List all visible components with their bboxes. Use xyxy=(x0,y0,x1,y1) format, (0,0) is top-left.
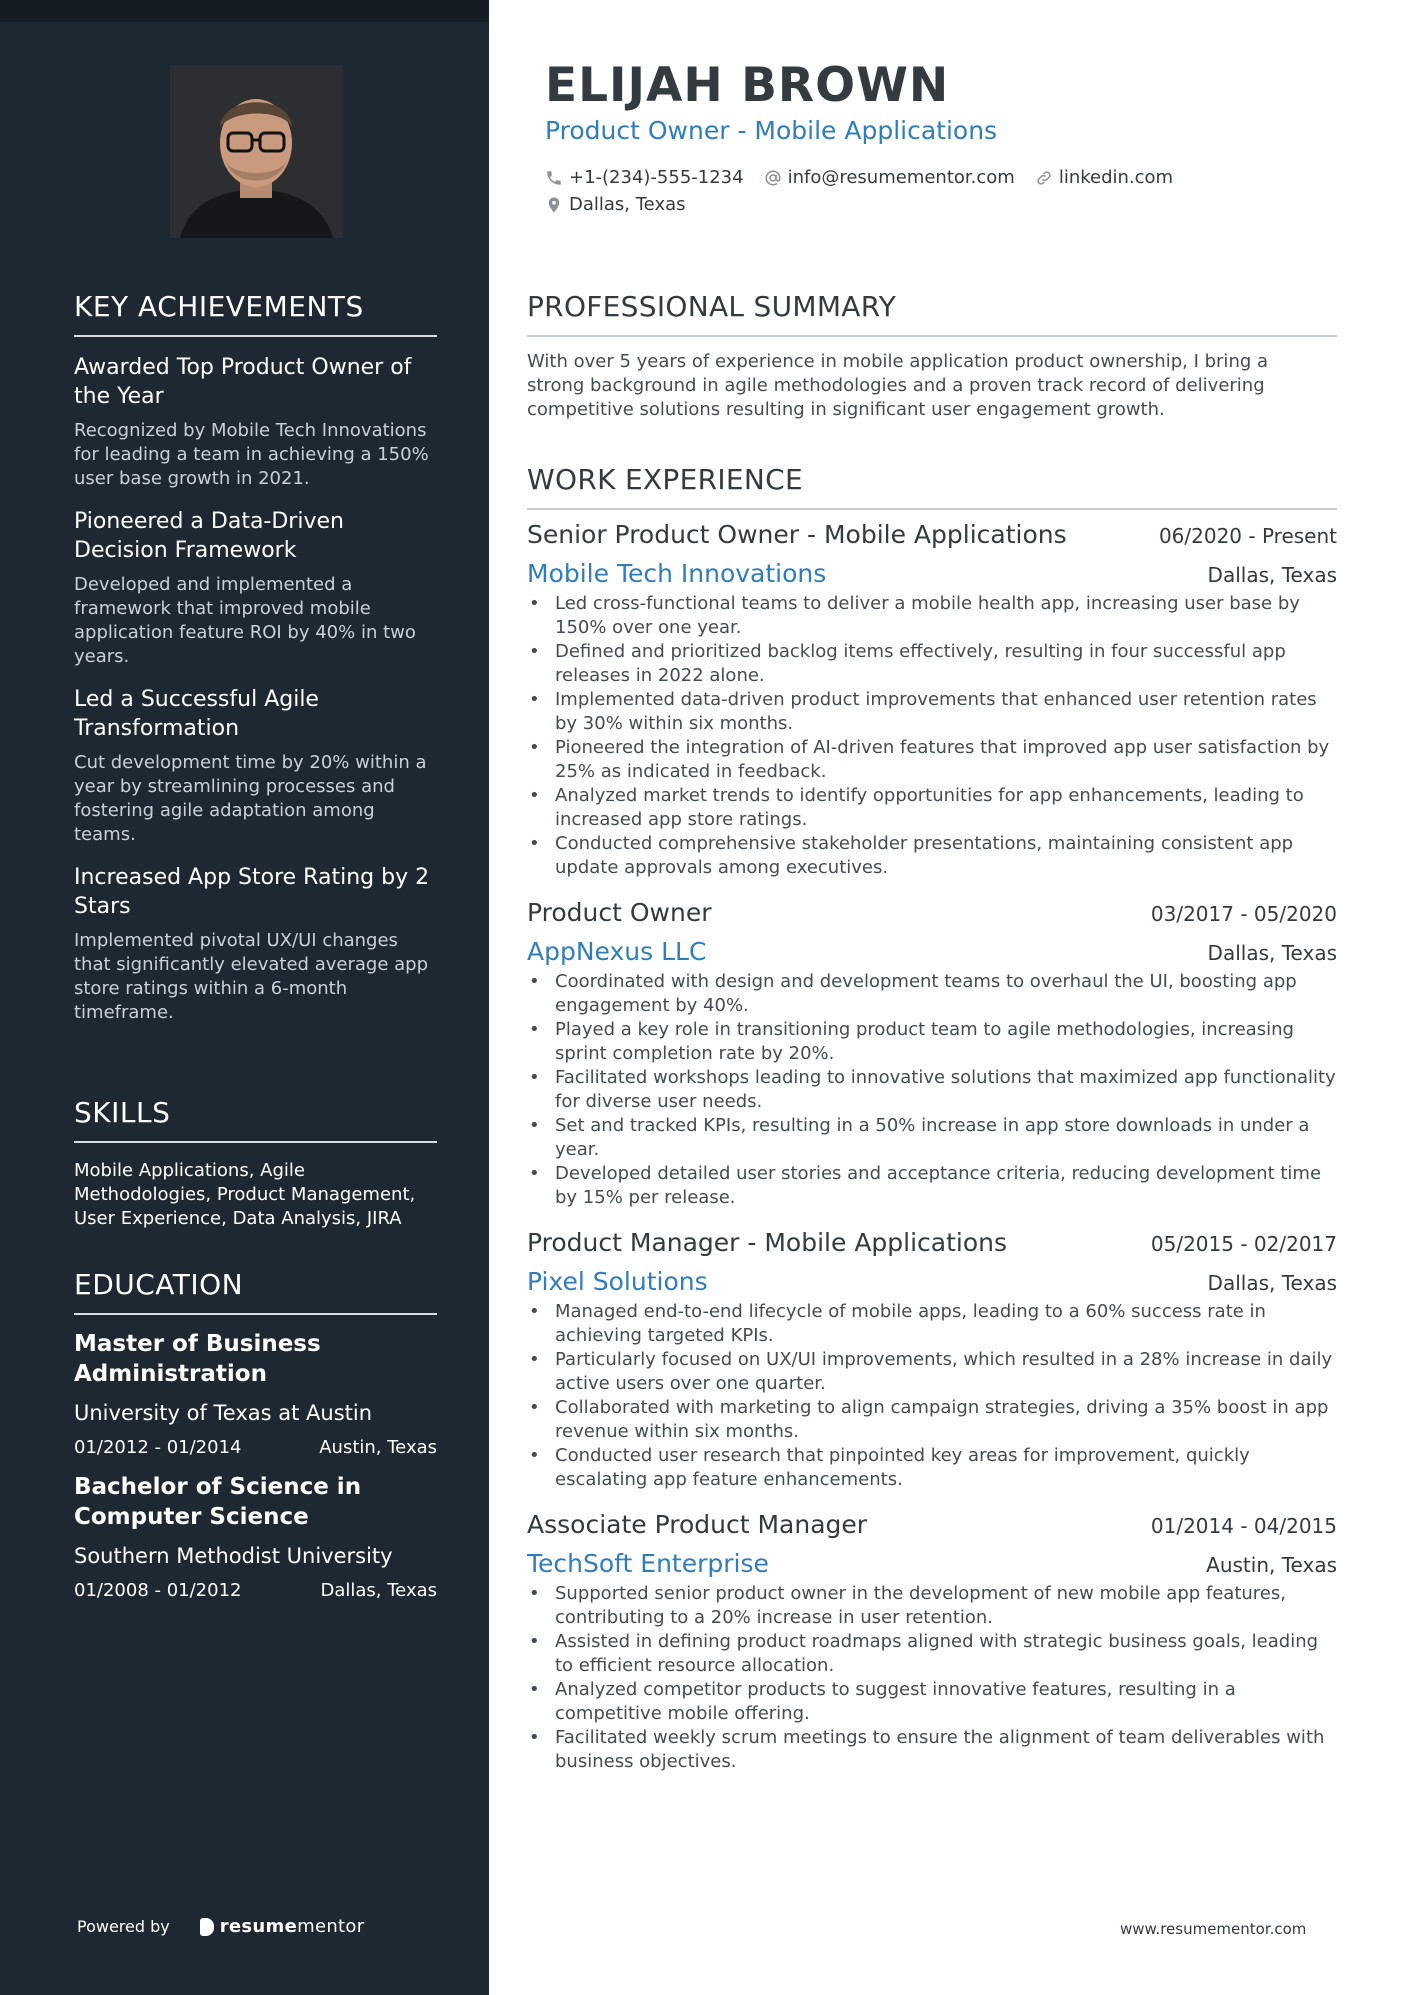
contact-info xyxy=(545,164,1193,218)
job-bullet: • Developed detailed user stories and acceptance criteria, reducing development time by 15% per release. xyxy=(527,1162,1337,1210)
job-location: Austin, Texas xyxy=(1206,1553,1337,1577)
job-title: Product Manager - Mobile Applications xyxy=(527,1228,1008,1257)
phone-icon xyxy=(545,169,563,187)
job-entry xyxy=(527,898,1337,1210)
at-icon xyxy=(764,169,782,187)
achievement-item xyxy=(74,507,437,669)
achievement-item xyxy=(74,863,437,1025)
job-bullet: • Played a key role in transitioning product team to agile methodologies, increasing sprint completion rate by 20%. xyxy=(527,1018,1337,1066)
achievement-description: Developed and implemented a framework that improved mobile application feature ROI by 40% in two years. xyxy=(74,574,416,667)
job-bullet: • Pioneered the integration of AI-driven features that improved app user satisfaction by 25% as indicated in feedback. xyxy=(527,736,1337,784)
job-entry xyxy=(527,1228,1337,1492)
work-experience-list xyxy=(527,520,1337,1792)
education-item xyxy=(74,1329,437,1458)
brand-name-light: mentor xyxy=(297,1916,365,1937)
job-bullet: • Conducted comprehensive stakeholder presentations, maintaining consistent app update approvals among executives. xyxy=(527,832,1337,880)
skills-heading: SKILLS xyxy=(74,1096,437,1143)
job-bullet: • Conducted user research that pinpointed key areas for improvement, quickly escalating app feature enhancements. xyxy=(527,1444,1337,1492)
education-heading: EDUCATION xyxy=(74,1268,437,1315)
job-bullet: • Particularly focused on UX/UI improvements, which resulted in a 28% increase in daily active users over one quarter. xyxy=(527,1348,1337,1396)
job-dates: 03/2017 - 05/2020 xyxy=(1150,902,1337,926)
professional-summary-text: With over 5 years of experience in mobile application product ownership, I bring a strong background in agile methodologies and a proven track record of delivering competitive solutions resulting in significant user engagement growth. xyxy=(527,351,1269,420)
key-achievements-heading: KEY ACHIEVEMENTS xyxy=(74,290,437,337)
achievement-title: Increased App Store Rating by 2 Stars xyxy=(74,865,430,919)
achievement-title: Awarded Top Product Owner of the Year xyxy=(74,355,412,409)
job-bullet: • Facilitated workshops leading to innovative solutions that maximized app functionality for diverse user needs. xyxy=(527,1066,1337,1114)
linkedin-contact[interactable] xyxy=(1035,164,1173,191)
job-location: Dallas, Texas xyxy=(1207,1271,1337,1295)
job-bullets xyxy=(527,592,1337,880)
education-location: Austin, Texas xyxy=(319,1437,437,1458)
job-bullets xyxy=(527,1300,1337,1492)
sidebar-top-bar xyxy=(0,0,489,22)
education-dates: 01/2012 - 01/2014 xyxy=(74,1437,242,1458)
job-bullet: • Defined and prioritized backlog items effectively, resulting in four successful app releases in 2022 alone. xyxy=(527,640,1337,688)
job-bullet: • Coordinated with design and development teams to overhaul the UI, boosting app engagement by 40%. xyxy=(527,970,1337,1018)
resumementor-logo-icon xyxy=(200,1918,214,1936)
job-dates: 01/2014 - 04/2015 xyxy=(1150,1514,1337,1538)
achievement-description: Recognized by Mobile Tech Innovations for leading a team in achieving a 150% user base growth in 2021. xyxy=(74,420,429,489)
profile-photo xyxy=(170,65,343,238)
job-title: Associate Product Manager xyxy=(527,1510,868,1539)
phone-number: +1-(234)-555-1234 xyxy=(569,167,744,188)
location-contact xyxy=(545,191,686,218)
footer-website[interactable]: www.resumementor.com xyxy=(1120,1920,1307,1938)
candidate-title: Product Owner - Mobile Applications xyxy=(545,116,998,145)
job-dates: 05/2015 - 02/2017 xyxy=(1150,1232,1337,1256)
achievement-description: Implemented pivotal UX/UI changes that significantly elevated average app store ratings within a 6-month timeframe. xyxy=(74,930,428,1023)
job-bullet: • Facilitated weekly scrum meetings to ensure the alignment of team deliverables with business objectives. xyxy=(527,1726,1337,1774)
powered-by xyxy=(77,1916,364,1937)
key-achievements-section xyxy=(74,290,437,1025)
education-location: Dallas, Texas xyxy=(320,1580,437,1601)
powered-by-label: Powered by xyxy=(77,1917,170,1936)
company-name: TechSoft Enterprise xyxy=(527,1549,769,1578)
achievement-title: Led a Successful Agile Transformation xyxy=(74,687,319,741)
job-dates: 06/2020 - Present xyxy=(1158,524,1337,548)
education-school: Southern Methodist University xyxy=(74,1544,393,1568)
education-school: University of Texas at Austin xyxy=(74,1401,373,1425)
linkedin-link: linkedin.com xyxy=(1058,167,1174,188)
job-title: Product Owner xyxy=(527,898,712,927)
company-name: Mobile Tech Innovations xyxy=(527,559,827,588)
job-location: Dallas, Texas xyxy=(1207,941,1337,965)
skills-list: Mobile Applications, Agile Methodologies, Product Management, User Experience, Data Analysis, JIRA xyxy=(74,1160,416,1229)
job-bullet: • Implemented data-driven product improvements that enhanced user retention rates by 30% within six months. xyxy=(527,688,1337,736)
brand-name-bold: resume xyxy=(219,1916,298,1937)
email-contact[interactable] xyxy=(764,164,1015,191)
achievement-title: Pioneered a Data-Driven Decision Framework xyxy=(74,509,344,563)
job-bullet: • Collaborated with marketing to align campaign strategies, driving a 35% boost in app revenue within six months. xyxy=(527,1396,1337,1444)
skills-section xyxy=(74,1096,437,1231)
job-location: Dallas, Texas xyxy=(1207,563,1337,587)
email-address: info@resumementor.com xyxy=(787,167,1015,188)
company-name: Pixel Solutions xyxy=(527,1267,708,1296)
resumementor-logo[interactable] xyxy=(200,1916,365,1937)
phone-contact[interactable] xyxy=(545,164,744,191)
achievement-item xyxy=(74,353,437,491)
job-bullet: • Led cross-functional teams to deliver a mobile health app, increasing user base by 150% over one year. xyxy=(527,592,1337,640)
education-dates: 01/2008 - 01/2012 xyxy=(74,1580,242,1601)
job-bullet: • Analyzed market trends to identify opportunities for app enhancements, leading to increased app store ratings. xyxy=(527,784,1337,832)
job-bullet: • Assisted in defining product roadmaps aligned with strategic business goals, leading to efficient resource allocation. xyxy=(527,1630,1337,1678)
job-bullet: • Set and tracked KPIs, resulting in a 50% increase in app store downloads in under a year. xyxy=(527,1114,1337,1162)
job-entry xyxy=(527,1510,1337,1774)
location-text: Dallas, Texas xyxy=(569,194,686,215)
job-bullets xyxy=(527,1582,1337,1774)
location-pin-icon xyxy=(545,196,563,214)
education-section xyxy=(74,1268,437,1601)
job-entry xyxy=(527,520,1337,880)
job-title: Senior Product Owner - Mobile Applications xyxy=(527,520,1067,549)
candidate-name: ELIJAH BROWN xyxy=(545,58,950,113)
sidebar xyxy=(0,0,489,1995)
education-item xyxy=(74,1472,437,1601)
job-bullet: • Analyzed competitor products to suggest innovative features, resulting in a competitive mobile offering. xyxy=(527,1678,1337,1726)
job-bullets xyxy=(527,970,1337,1210)
education-degree: Bachelor of Science in Computer Science xyxy=(74,1474,362,1530)
achievement-item xyxy=(74,685,437,847)
professional-summary-heading: PROFESSIONAL SUMMARY xyxy=(527,290,1337,337)
link-icon xyxy=(1035,169,1053,187)
job-bullet: • Managed end-to-end lifecycle of mobile apps, leading to a 60% success rate in achieving targeted KPIs. xyxy=(527,1300,1337,1348)
achievement-description: Cut development time by 20% within a year by streamlining processes and fostering agile adaptation among teams. xyxy=(74,752,427,845)
company-name: AppNexus LLC xyxy=(527,937,707,966)
job-bullet: • Supported senior product owner in the development of new mobile app features, contributing to a 20% increase in user retention. xyxy=(527,1582,1337,1630)
work-experience-heading: WORK EXPERIENCE xyxy=(527,463,1337,510)
education-degree: Master of Business Administration xyxy=(74,1331,321,1387)
